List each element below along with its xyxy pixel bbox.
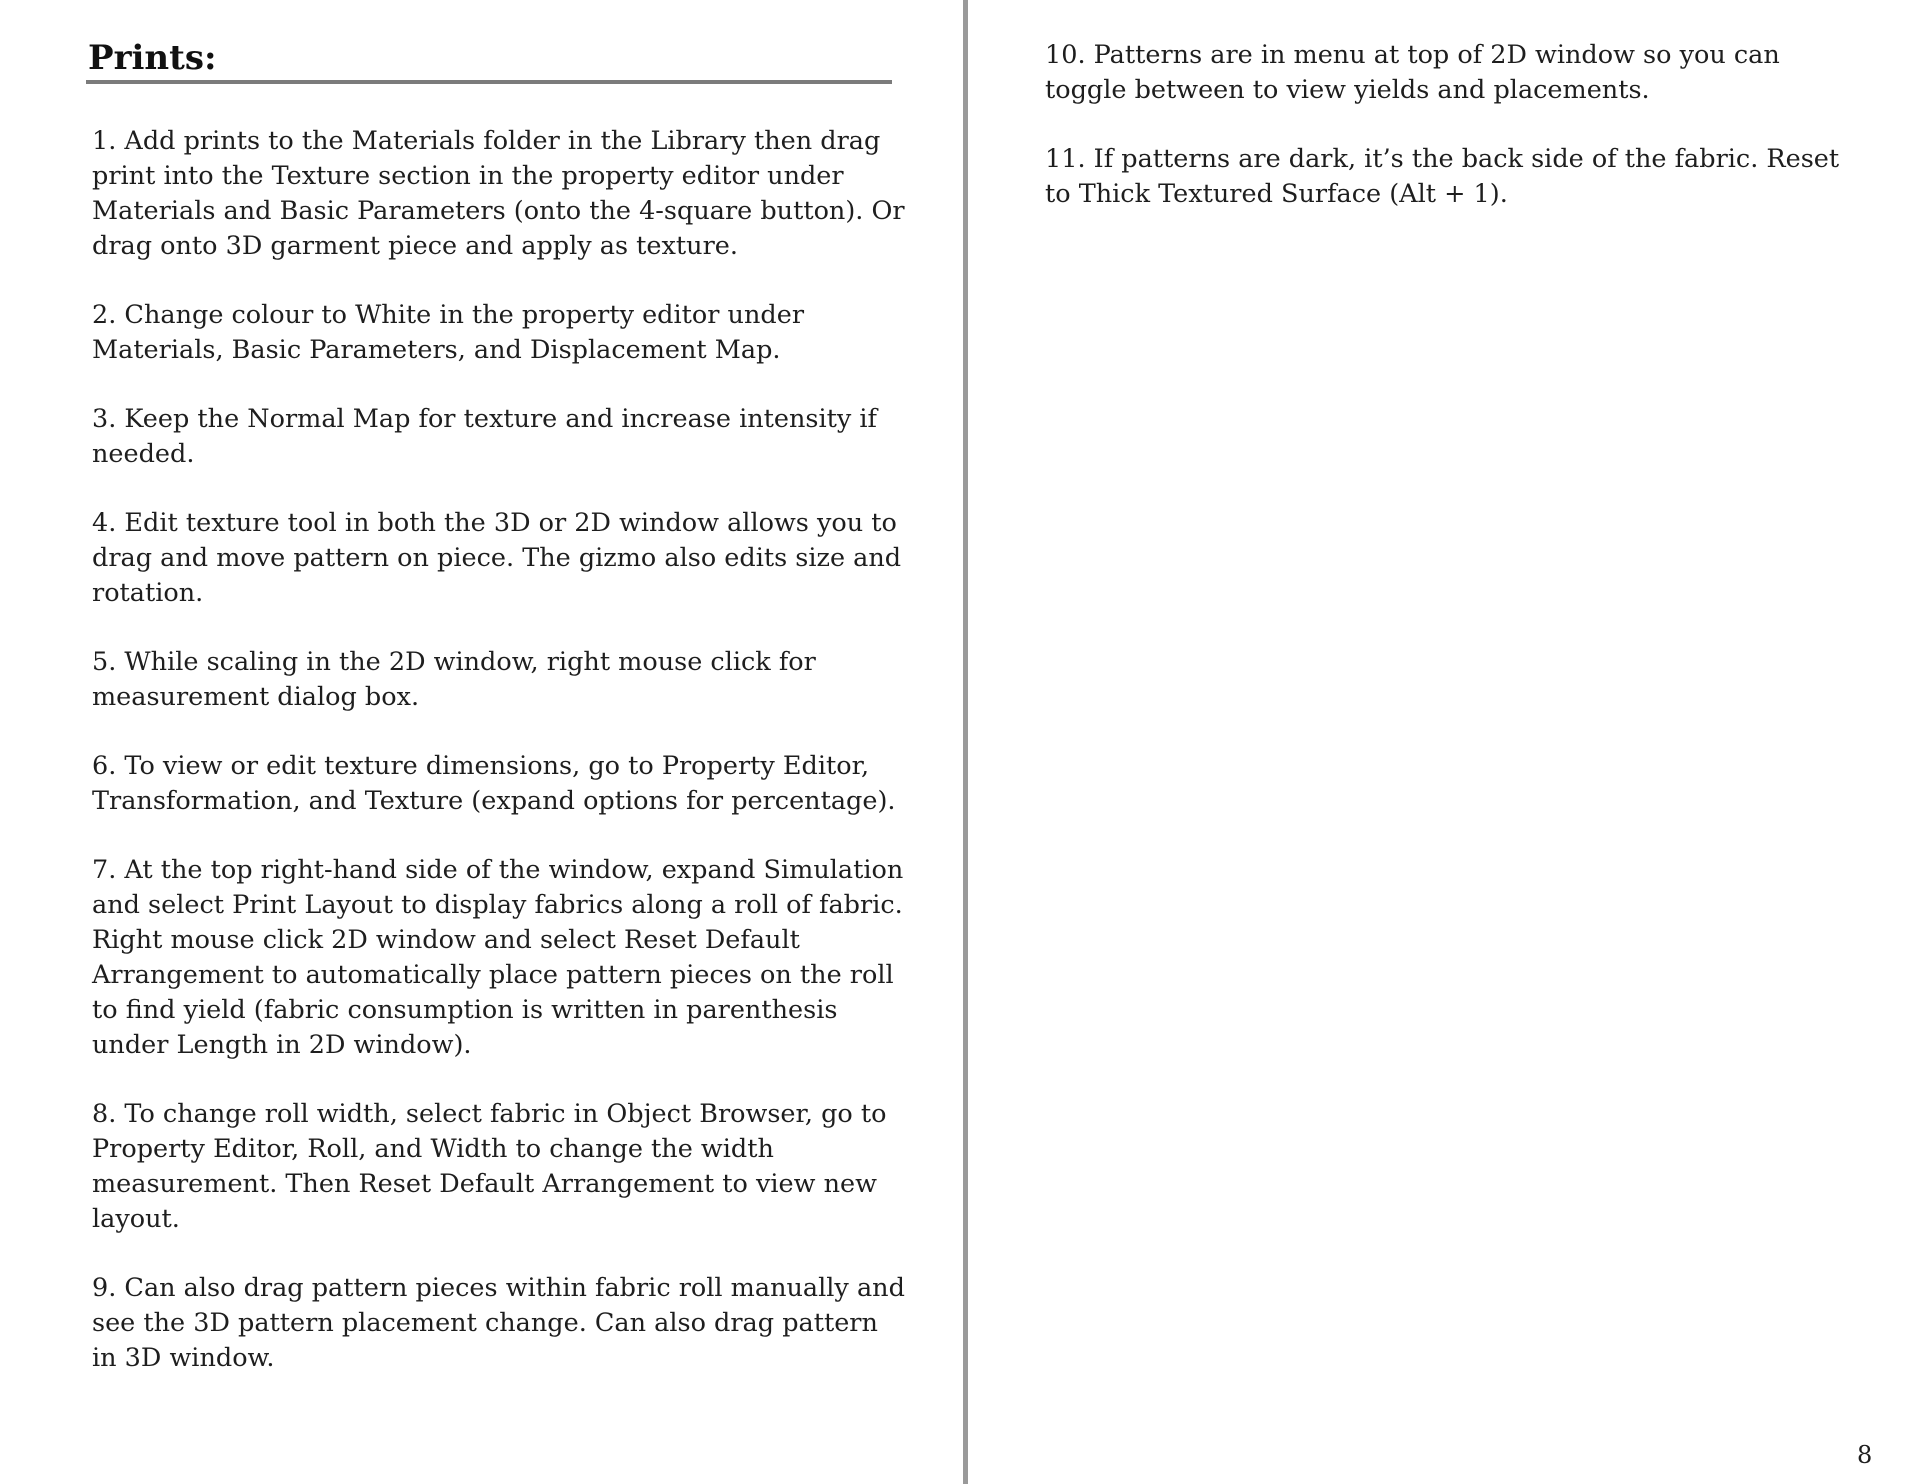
instruction-item-8: 8. To change roll width, select fabric in Object Browser, go to Property Editor, Roll, and Width to change the width measurement. Then Reset Default Arrangement to view new layout.	[92, 1099, 887, 1234]
instruction-item-11: 11. If patterns are dark, it’s the back side of the fabric. Reset to Thick Textured Surface (Alt + 1).	[1045, 144, 1840, 209]
page-number: 8	[1857, 1441, 1873, 1469]
instruction-item-4: 4. Edit texture tool in both the 3D or 2D window allows you to drag and move pattern on piece. The gizmo also edits size and rotation.	[92, 508, 902, 608]
page-divider	[963, 0, 968, 1484]
instruction-item-9: 9. Can also drag pattern pieces within fabric roll manually and see the 3D pattern placement change. Can also drag pattern in 3D window.	[92, 1273, 905, 1373]
instruction-list-right	[1045, 38, 1865, 246]
instruction-list-left	[92, 124, 908, 1410]
instruction-item-1: 1. Add prints to the Materials folder in the Library then drag print into the Texture section in the property editor under Materials and Basic Parameters (onto the 4-square button). Or drag onto 3D garment piece and apply as texture.	[92, 126, 905, 261]
instruction-item-6: 6. To view or edit texture dimensions, go to Property Editor, Transformation, and Texture (expand options for percentage).	[92, 751, 896, 816]
instruction-item-5: 5. While scaling in the 2D window, right mouse click for measurement dialog box.	[92, 647, 816, 712]
instruction-item-7: 7. At the top right-hand side of the window, expand Simulation and select Print Layout to display fabrics along a roll of fabric. Right mouse click 2D window and select Reset Default Arrangement to automatically place pattern pieces on the roll to find yield (fabric consumption is written in parenthesis under Length in 2D window).	[92, 855, 904, 1060]
title-underline	[86, 80, 892, 84]
section-title: Prints:	[88, 38, 217, 78]
instruction-item-2: 2. Change colour to White in the property editor under Materials, Basic Parameters, and Displacement Map.	[92, 300, 805, 365]
instruction-item-3: 3. Keep the Normal Map for texture and increase intensity if needed.	[92, 404, 877, 469]
instruction-item-10: 10. Patterns are in menu at top of 2D window so you can toggle between to view yields and placements.	[1045, 40, 1780, 105]
